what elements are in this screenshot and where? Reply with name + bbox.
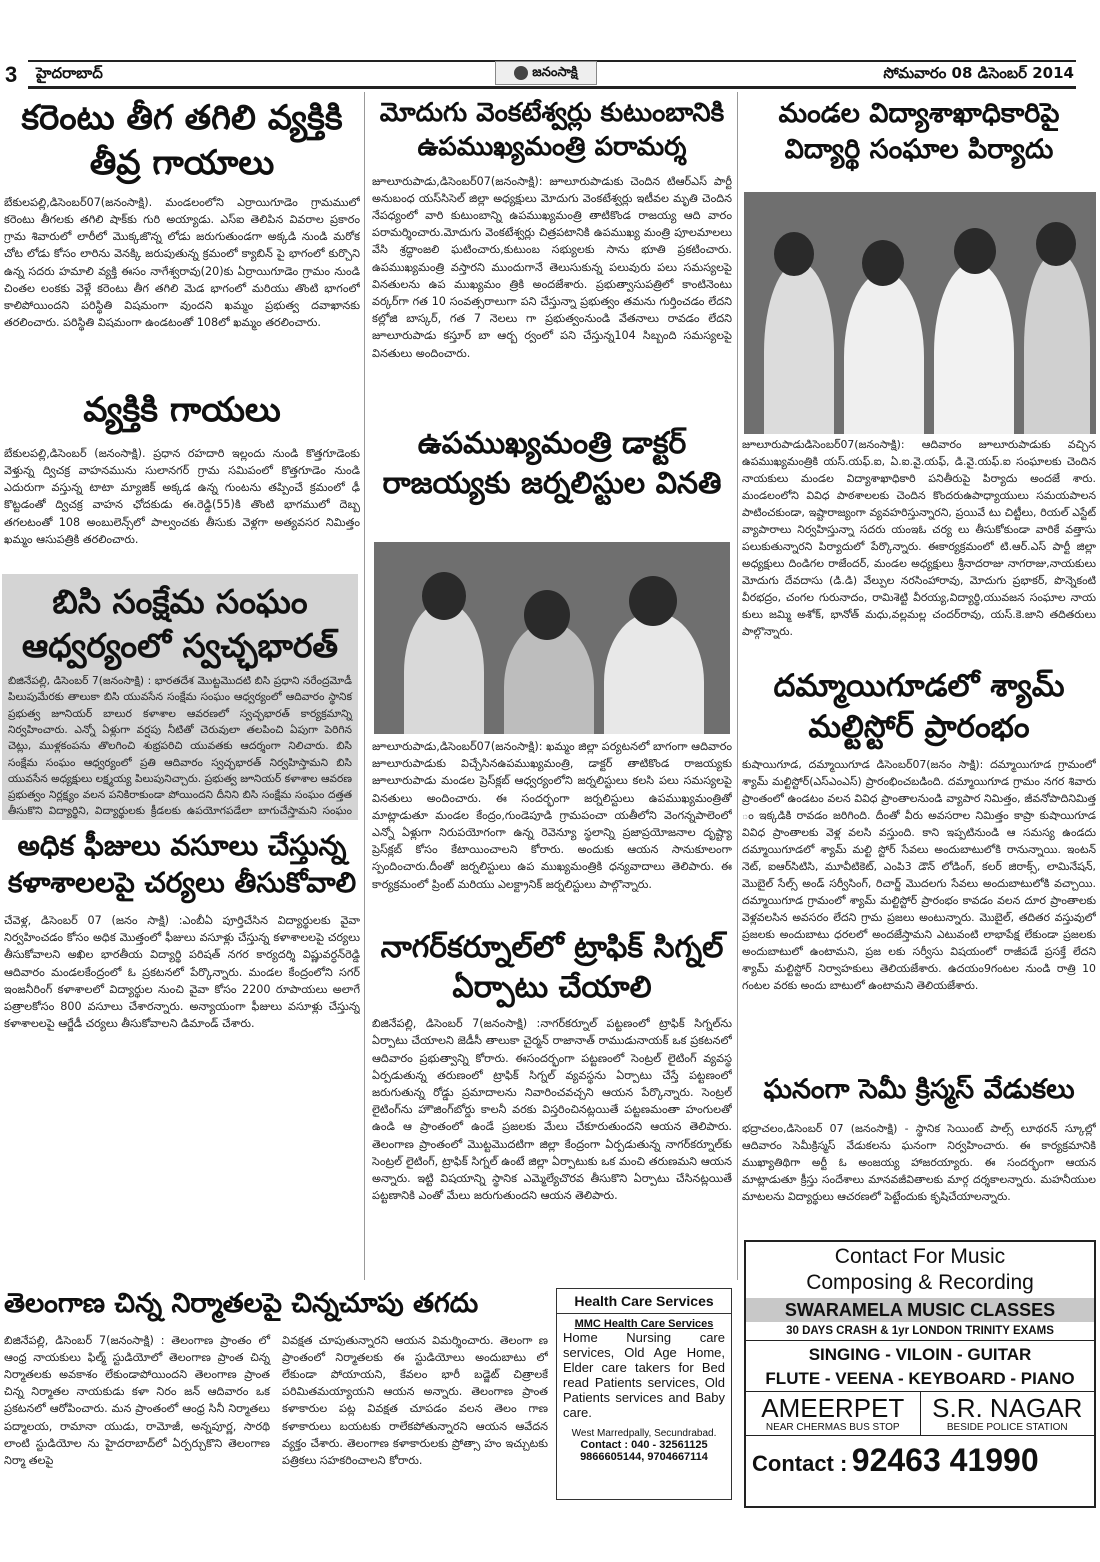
news-photo-journalists [374, 542, 730, 734]
article-journalists-petition [372, 738, 732, 918]
ad-contact: Contact : 040 - 32561125 [580, 1439, 708, 1451]
article-body: జూలూరుపాడుడిసెంబర్07(జనంసాక్షి): ఆదివారం జూలూరుపాడుకు వచ్చిన ఉపముఖ్యమంత్రికి యస్.యఫ్.ఐ, ఏ.ఐ.వై.యఫ్, డి.వై.యఫ్.ఐ సంఘాలకు చెందిన నాయకులు మండల విద్యాశాఖాధికారి పనితీరుపై పిర్యాదు అందజే శారు. మండలంలోని వివిధ పాఠశాలలకు చెందిన కొందరుఉపాధ్యాయులు సమయపాలన పాటించకుండా, ఇష్టారాజ్యంగా వ్యవహరిస్తున్నారని, ప్రయివే టు చిట్టీలు, రియల్ ఎస్టేట్ వ్యాపారాలు నిర్వహిస్తున్నా సదరు యంఇఓ చర్య లు తీసుకోకుండా వారికే వత్తాసు పలుకుతున్నారని పిర్యాదులో పేర్కొన్నారు. ఈకార్యక్రమంలో టి.ఆర్.ఎస్ పార్టీ జిల్లా అధ్యక్షులు దిండిగల రాజేందర్, మండల అధ్యక్షులు శ్రీనాదరాజు నాగరాజు,నాయకులు మోదుగు దేవదాసు (డి.డి) వేల్పుల నరసింహారావు, మోదుగు ప్రభాకర్, పొన్నెకంటి వీరభద్రం, చంగల గురునాదం, రామిశెట్టి వీరయ్య,విద్యార్థి,యువజన సంఘాల నాయ కులు జమ్మి అశోక్, భానోత్ మధు,వల్లమల్ల చందర్‌రావు, యస్.కె.జాని తదితరులు పాల్గొన్నారు. [742, 438, 1096, 638]
ad-instruments-1: SINGING - VILOIN - GUITAR [808, 1345, 1032, 1364]
location-name: AMEERPET [761, 1393, 905, 1423]
headline: దమ్మాయిగూడలో శ్యామ్ మల్టిస్టోర్ ప్రారంభం [773, 668, 1065, 745]
ad-phones: 9866605144, 9704667114 [580, 1451, 708, 1463]
article-body: జూలూరుపాడు,డిసెంబర్07(జనంసాక్షి): ఖమ్మం జిల్లా పర్యటనలో బాగంగా ఆదివారం జూలూరుపాడుకు విచ్చేసినఉపముఖ్యమంత్రి, డాక్టర్ తాటికొండ రాజయ్యకు జూలూరుపాడు మండల ప్రెస్‌క్లబ్ ఆధ్వర్యంలోని జర్నలిస్టులు కలసి పలు సమస్యలపై వినతులు అందించారు. ఈ సందర్భంగా జర్నలిస్టులు ఉపముఖ్యమంత్రితో మాట్లాడుతూ మండల కేంద్రం,గుండెపూడి గ్రామపంచా యతీలోని వెంగన్నపాలెంలో ఎన్నో ఏళ్లుగా నిరుపయోగంగా ఉన్న రెవెన్యూ స్థలాన్ని ప్రజాప్రయోజనాల దృష్ట్యా ప్రెస్‌క్లబ్ కోసం కేటాయించాలని కోరారు. అందుకు ఆయన సానుకూలంగా స్పందించారు.దీంతో జర్నలిస్టులు ఉప ముఖ్యమంత్రికి ధన్యవాదాలు తెలిపారు. ఈ కార్యక్రమంలో ప్రింట్ మరియు ఎలక్ట్రానిక్ జర్నలిస్టులు పాల్గొన్నారు. [372, 740, 732, 891]
article-body: బిజినేపల్లి, డిసెంబర్ 7(జనంసాక్షి) :నాగర్‌కర్నూల్ పట్టణంలో ట్రాఫిక్ సిగ్నల్‌ను ఏర్పాటు చేయాలని జెడీసీ తాలుకా చైర్మన్ రాజానాత్ రాముడునాయక్ ఒక ప్రకటనలో ఆదివారం ప్రభుత్వాన్ని కోరారు. ఈసందర్భంగా పట్టణంలో సెంట్రల్ లైటింగ్ వ్యవస్థ ఏర్పడుతున్న తరుణంలో ట్రాఫిక్ సిగ్నల్ వ్యవస్థను ఏర్పాటు చేస్తే పట్టణంలో జరుగుతున్న రోడ్డు ప్రమాదాలను నివారించవచ్చని ఆయన పేర్కొన్నారు. సెంట్రల్ లైటింగ్‌ను హౌజింగ్‌బోర్డు కాలనీ వరకు విస్తరించినట్లయితే పట్టణమంతా హంగులతో ఉండి ఆ ప్రాంతంలో ఉండే ప్రజలకు మేలు చేకూరుతుందని ఆయన తెలిపారు. తెలంగాణ ప్రాంతంలో మొట్టమొదటిగా జిల్లా కేంద్రంగా ఏర్పడుతున్న నాగర్‌కర్నూల్‌కు సెంట్రల్ లైటింగ్, ట్రాఫిక్ సిగ్నల్ ఉంటే జిల్లా ఏర్పాటుకు ఒక మంచి తరుణమని ఆయన అన్నారు. ఇట్టి విషయాన్ని స్థానిక ఎమ్మెల్యేచొరవ తీసుకొని ఏర్పాటు చేసినట్లయితే పట్టణానికి ఎంతో మేలు జరుగుతుందని ఆయన తెలిపారు. [372, 1017, 732, 1203]
article-meo-complaint-head [742, 96, 1096, 188]
article-body: బిజినేపల్లి, డిసెంబర్ 7(జనంసాక్షి) : భారతదేశ మొట్టమొదటి బిసి ప్రధాని నరేంద్రమోడీ పిలుపుమేరకు తాలుకా బిసి యువసేన సంక్షేమ సంఘం ఆధ్వర్యంలో ఆదివారం స్థానిక ప్రభుత్వ జూనియర్ బాలుర కళాశాల ఆవరణలో స్వచ్ఛభారత్ కార్యక్రమాన్ని నిర్వహించారు. ఎన్నో ఏళ్లుగా వర్షపు నీటితో చెరువులా తలపించి ఏపుగా పెరిగిన చెట్లు, ముళ్లకంపను తొలగించి శుభ్రపరిచి యువతకు ఆదర్శంగా నిలిచారు. బిసి సంక్షేమ సంఘం ఆధ్వర్యంలో ప్రతి ఆదివారం స్వచ్ఛభారత్ నిర్వహిస్తామని బిసి యువసేన అధ్యక్షులు లక్ష్మయ్య పిలుపునిచ్చారు. ప్రభుత్వ జూనియర్ కళాశాల ఆవరణ ప్రభుత్వం నిర్లక్ష్యం వలన పనికిరాకుండా పోయిందని దీనిని బిసి సంక్షేమ సంఘం దత్తత తీసుకొని విద్యార్థిని, విద్యార్థులకు క్రీడలకు ఉపయోగపడేలా బాగుచేస్తామని సంఘం [8, 675, 352, 818]
column-divider [737, 92, 738, 1280]
location-landmark: NEAR CHERMAS BUS STOP [765, 1422, 900, 1433]
article-body-right: వివక్షత చూపుతున్నారని ఆయన విమర్శించారు. తెలంగా ణ ప్రాంతంలో నిర్మాతలకు ఈ స్టుడియోలు అందుబాటు లో లేకుండా పోయాయని, కేవలం భారీ బడ్జెట్ చిత్రాలకే పరిమితమయ్యాయని ఆయన అన్నారు. తెలంగాణ ప్రాంత కళాకారుల పట్ల వివక్షత చూపడం వలన తెలం గాణ కళాకారులు బయటకు రాలేకపోతున్నారని ఆయన ఆవేదన వ్యక్తం చేశారు. తెలంగాణ కళాకారులకు ప్రోత్సా హం ఇచ్చుటకు పత్రికలు సహకరించాలని కోరారు. [282, 1333, 548, 1468]
ad-subline: 30 DAYS CRASH & 1yr LONDON TRINITY EXAMS [746, 1322, 1094, 1341]
article-excess-fees [4, 828, 360, 1282]
ad-location-sr-nagar [921, 1392, 1095, 1435]
ad-line2: Composing & Recording [806, 1271, 1034, 1294]
masthead [0, 0, 1100, 92]
article-columns [4, 1332, 548, 1470]
issue-date: సోమవారం 08 డిసెంబర్ 2014 [883, 64, 1074, 82]
ad-music-classes [744, 1240, 1096, 1508]
column-divider [364, 92, 365, 1280]
logo-icon [514, 66, 528, 80]
article-body: జూలూరుపాడు,డిసెంబర్07(జనంసాక్షి): జూలూరుపాడుకు చెందిన టిఆర్ఎస్ పార్టీ అనుబంధ యస్‌సిసెల్ జిల్లా అధ్యక్షులు మోదుగు వెంకటేశ్వర్లు ఇటీవల మృతి చెందిన నేపధ్యంలో వారి కుటుంబాన్ని ఉపముఖ్యమంత్రి తాటికొండ రాజయ్య ఆది వారం పరామర్శించారు.మోదుగు వెంకటేశ్వర్లు చిత్రపటానికి ఉపముఖ్య మంత్రి పూలమాలలు వేసి శ్రద్ధాంజలి ఘటించారు,కుటుంబ సభ్యులకు సాను భూతి ప్రకటించారు. ఉపముఖ్యమంత్రి వస్తారని ముందుగానే తెలుసుకున్న పలువురు పలు సమస్యలపై వినతులను ఉప ముఖ్యమం త్రికి అందజేశారు. ప్రభుత్వాసుపత్రిలో కాంటినెంటు వర్కర్‌గా గత 10 సంవత్సరాలుగా పని చేస్తున్నా ప్రభుత్వం తమను గుర్తించడం లేదని కల్లోజి బాస్కర్, గత 7 నెలలు గా ప్రభుత్వంనుండి వేతనాలు రావడం లేదని జూలూరుపాడు కస్తూర్ బా ఆర్బ ర్వంలో పని చేస్తున్న104 సిబ్బంది సమస్యలపై వినతులు అందించారు. [372, 174, 732, 360]
page-number: 3 [5, 62, 18, 87]
article-journalists-petition-head [372, 424, 732, 536]
article-body: కుషాయిగూడ, దమ్మాయిగూడ డిసెంబర్07(జనం సాక్షి): దమ్మాయిగూడ గ్రామంలో శ్యామ్ మల్టిస్టోర్(ఎస్ఎంఎస్) ప్రారంభించబడింది. దమ్మాయిగూడ గ్రామం నగర శివారు ప్రాంతంలో ఉండటం వలన వివిధ ప్రాంతాలనుండి వ్యాపార నిమిత్తం, జీవనోపాదినిమిత్త ం ఇక్కడికి రావడం జరిగింది. దీంతో వీరు అవసరాల నిమిత్తం కాప్రా కుషాయిగూడ వివిధ ప్రాంతాలకు వెళ్ల వలసి వస్తుంది. కాని ఇప్పటినుండి ఆ సమస్య ఉండదు దమ్మాయిగూడలో శ్యామ్ మల్టి స్టోర్ సేవలు అందుబాటులోకి రానున్నాయి. ఇంటన్ నెట్, ఐఆర్‌సిటిసి, మూవీటికెట్, ఎంపి3 డౌన్ లోడింగ్, కలర్ జిరాక్స్, లామినేషన్, మొబైల్ సేల్స్ అండ్ సర్వీసింగ్, రిచార్జ్ మొదలగు సేవలు అందుబాటులోకి వచ్చాయి. దమ్మాయిగూడ గ్రామంలో శ్యామ్ మల్టిస్టోర్ ప్రారంభం కావడం వలన దూర ప్రాంతాలకు వెళ్లవలసిన అవసరం లేదని గ్రామ ప్రజలు అంటున్నారు. మొబైల్, తదితర వస్తువులో ప్రజలకు అందుబాటు ధరలలో అందజేస్తామని ఎటువంటి లాభాపేక్ష లేకుండా ప్రజలకు అందుబాటులో ఉంటామని, ప్రజ లకు సర్వీసు విషయంలో రాజీపడే ప్రసక్తే లేదని శ్యామ్ మల్టిస్టోర్ నిర్వాహకులు తెలియజేశారు. ఉదయం9గంటల నుండి రాత్రి 10 గంటల వరకు అందు బాటులో ఉంటామని తెలియజేశారు. [742, 757, 1096, 992]
article-semi-christmas [742, 1072, 1096, 1238]
article-shyam-multistore [742, 666, 1096, 1062]
article-body: చేవెళ్ల, డిసెంబర్ 07 (జనం సాక్షి) :ఎంబీఏ పూర్తిచేసిన విద్యార్థులకు వైవా నిర్వహించడం కోసం అధిక మొత్తంలో ఫీజులు వసూళ్లు చేస్తున్న కళాశాలలపై చర్యలు తీసుకోవాలని అఖిల భారతీయ విద్యార్థి పరిషత్ నగర కార్యదర్శి విష్ణువర్ధన్‌రెడ్డి ఆదివారం మండలకేంద్రంలో ఓ ప్రకటనలో పేర్కొన్నారు. మండల కేంద్రంలోని సగర్ ఇంజనీరింగ్ కళాశాలలో విద్యార్థుల నుంచి వైవా కోసం 2200 రూపాయలు అలాగే పత్రాలకోసం 800 వసూలు చేశారన్నారు. అన్యాయంగా ఫీజులు వసూళ్లు చేస్తున్న కళాశాలలపై ఆర్జేడీ చర్యలు తీసుకోవాలని డిమాండ్ చేశారు. [4, 913, 360, 1031]
article-small-producers [4, 1286, 548, 1508]
ad-health-care [556, 1288, 732, 1500]
headline: ఉపముఖ్యమంత్రి డాక్టర్ రాజయ్యకు జర్నలిస్టుల వినతి [382, 426, 722, 501]
news-photo-deputy-cm [744, 192, 1096, 434]
ad-contact-line [746, 1436, 1094, 1479]
headline: కరెంటు తీగ తగిలి వ్యక్తికి తీవ్ర గాయాలు [21, 98, 343, 183]
headline: నాగర్‌కర్నూల్‌లో ట్రాఫిక్ సిగ్నల్ ఏర్పాటు చేయాలి [380, 930, 724, 1005]
newspaper-logo [495, 61, 597, 85]
ad-line1: Contact For Music [834, 1245, 1006, 1268]
article-body: బేకులపల్లి,డిసెంబర్07(జనంసాక్షి). మండలంలోని ఎర్రాయిగూడెం గ్రామములో కరెంటు తీగలకు తగిలి షాక్‌కు గురి అయ్యాడు. ఎస్‌ఐ తెలిపిన వివరాల ప్రకారం గ్రామ శివారులో లారీలో మొక్కజొన్న లోడు జరుగుతుండగా అక్కడి నుండి మరోక చోట లోడు కోసం లారిను వెనక్కి జరుపుతున్న క్రమంలో క్యాబిన్ పై భాగంలో కుర్చొని ఉన్న సదరు హమాలి వ్యక్తి ఈసం నాగేశ్వరావు(20)కు ఏర్రాయిగూడెం గ్రామం నుండి చింతల లంకకు వెళ్లే కరెంటు తీగ తగిలి మెడ భాగంలో మరియు తొంటి భాగంలో కాలిపోయిందని పరిస్థితి విషమంగా వుందని ఖమ్మం ప్రభుత్వ దవాఖానకు తరలించారు. పరిస్థితి విషమంగా ఉండటంతో 108లో ఖమ్మం తరలించారు. [4, 195, 360, 330]
edition-city: హైదరాబాద్ [36, 64, 103, 82]
contact-number: 92463 41990 [851, 1442, 1039, 1478]
article-traffic-signal [372, 928, 732, 1282]
headline: అధిక ఫీజులు వసూలు చేస్తున్న కళాశాలలపై చర్యలు తీసుకోవాలి [7, 829, 357, 899]
ad-title: Health Care Services [557, 1293, 731, 1314]
article-person-injured [4, 388, 360, 564]
ad-instruments-2: FLUTE - VEENA - KEYBOARD - PIANO [746, 1367, 1094, 1392]
location-landmark: BESIDE POLICE STATION [946, 1422, 1068, 1433]
headline: మోదుగు వెంకటేశ్వర్లు కుటుంబానికి ఉపముఖ్యమంత్రి పరామర్శ [379, 98, 725, 163]
headline: వ్యక్తికి గాయలు [83, 390, 281, 430]
article-electric-shock [4, 96, 360, 382]
article-deputy-cm-condolence [372, 96, 732, 420]
article-body-left: బిజినేపల్లి, డిసెంబర్ 7(జనంసాక్షి) : తెలంగాణ ప్రాంతం లో ఆంధ్ర నాయకులు ఫిల్మ్ స్టుడియోలో తెలంగాణ ప్రాంత చిన్న నిర్మాతలకు అవకాశం లేకుండాపోయిందని తెలంగాణ ప్రాంత చిన్న నిర్మాతల నాయకుడు కళా నిరం జన్ ఆదివారం ఒక ప్రకటనలో ఆరోపించారు. మన ప్రాంతంలో ఆంధ్ర సినీ నిర్మాతలు పద్మాలయ, రామానా యుడు, రామోజీ, అన్నపూర్ణ, సారథి లాంటి స్టుడియోల ను హైదరాబాద్‌లో ఏర్పర్చుకొని తెలంగాణ నిర్మా తలపై [4, 1333, 270, 1468]
location-name: S.R. NAGAR [932, 1393, 1083, 1423]
headline: మండల విద్యాశాఖాధికారిపై విద్యార్థి సంఘాల పిర్యాదు [778, 98, 1060, 165]
header-rule-bottom [28, 86, 1076, 89]
headline: ఘనంగా సెమీ క్రిస్మస్ వేడుకలు [763, 1074, 1075, 1105]
ad-banner: SWARAMELA MUSIC CLASSES [746, 1298, 1094, 1322]
contact-label: Contact : [752, 1451, 848, 1476]
ad-address: West Marredpally, Secundrabad. [571, 1428, 717, 1439]
ad-location-ameerpet [746, 1392, 921, 1435]
article-body: భద్రాచలం,డిసెంబర్ 07 (జనంసాక్షి) - స్థానిక సెయింట్ పాల్స్ లూథరన్ స్కూల్లో ఆదివారం సెమీక్రిస్మస్ వేడుకలను ఘనంగా నిర్వహించారు. ఈ కార్యక్రమానికి ముఖ్యాతిథిగా అర్టీ ఓ అంజయ్య హాజరయ్యారు. ఈ సందర్భంగా ఆయన మాట్లాడుతూ క్రీస్తు సందేశాలు మానవజీవితాలకు మార్గ దర్శకాలన్నారు. మహనీయుల మాటలను విద్యార్థులు ఆచరణలో పెట్టేందుకు కృషిచేయాలన్నారు. [742, 1121, 1096, 1203]
ad-locations [746, 1392, 1094, 1436]
headline: బిసి సంక్షేమ సంఘం ఆధ్వర్యంలో స్వచ్ఛభారత్ [21, 582, 339, 665]
article-bc-swachh-bharat [2, 574, 358, 820]
logo-text: జనంసాక్షి [532, 65, 578, 80]
ad-body: Home Nursing care services, Old Age Home, Elder care takers for Bed read Patients services, Old Patients services and Baby care. [563, 1330, 725, 1420]
article-meo-complaint [742, 436, 1096, 662]
headline: తెలంగాణ చిన్న నిర్మాతలపై చిన్నచూపు తగదు [4, 1288, 479, 1319]
ad-subtitle: MMC Health Care Services [574, 1318, 714, 1330]
article-body: బేకులపల్లి,డిసెంబర్ (జనంసాక్షి). ప్రధాన రహదారి ఇల్లందు నుండి కొత్తగూడెంకు వెళ్తున్న ద్విచక్ర వాహనమును సులానగర్ గ్రామ సమిపంలో కొత్తగూడెం నుండి ఎదురుగా వస్తున్న టాటా మ్యాజిక్ అక్కడ ఉన్న గుంటను తప్పించే క్రమంలో ఢీ కొట్టడంతో ద్విచక్ర వాహన ఛోదకుడు ఈ.రెడ్డి(55)కి తొంటి భాగములో దెబ్బ తగలటంతో 108 అంబులెన్స్‌లో పాల్వంచకు తీసుకు వెళ్లగా అత్యవసర నిమిత్తం ఖమ్మం ఆసుపత్రికి తరలించారు. [4, 446, 360, 546]
